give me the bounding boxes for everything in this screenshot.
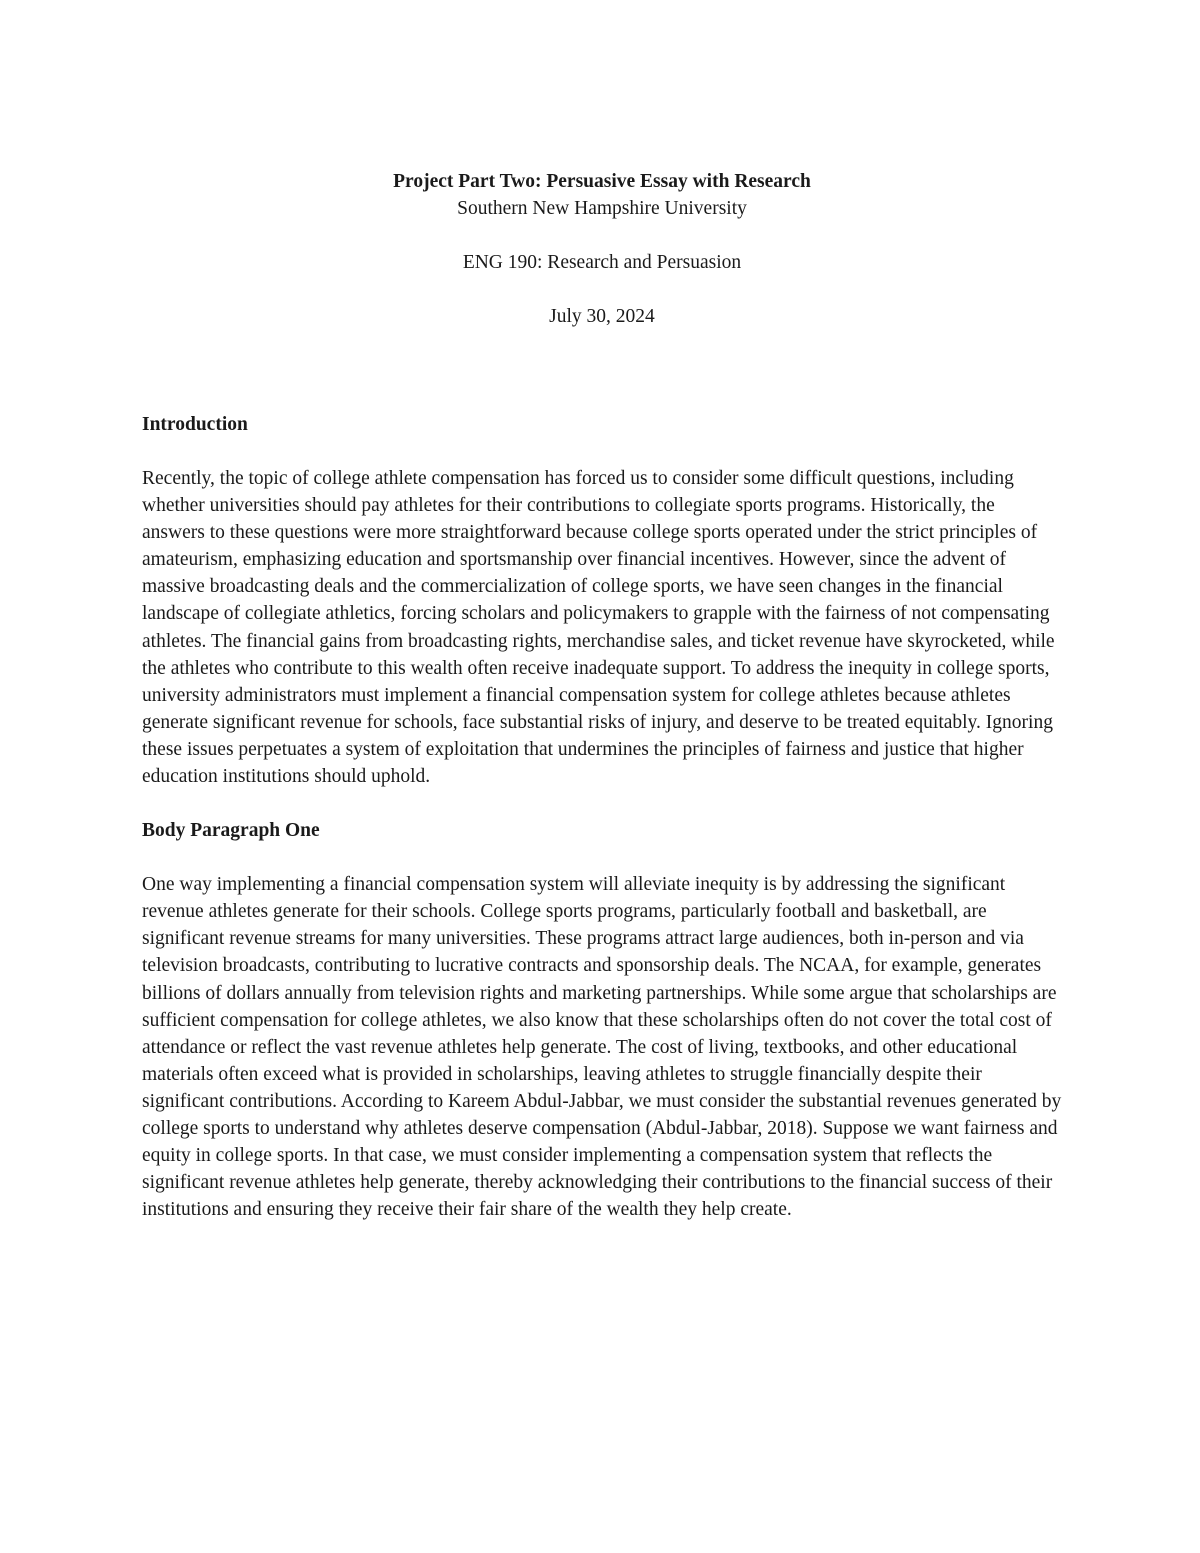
essay-title: Project Part Two: Persuasive Essay with Research — [393, 171, 811, 192]
body-paragraph-one-text: One way implementing a financial compensation system will alleviate inequity is by addressing the significant revenue athletes generate for their schools. College sports programs, particularly football and basketball, are significant revenue streams for many universities. These programs attract large audiences, both in-person and via television broadcasts, contributing to lucrative contracts and sponsorship deals. The NCAA, for example, generates billions of dollars annually from television rights and marketing partnerships. While some argue that scholarships are sufficient compensation for college athletes, we also know that these scholarships often do not cover the total cost of attendance or reflect the vast revenue athletes help generate. The cost of living, textbooks, and other educational materials often exceed what is provided in scholarships, leaving athletes to struggle financially despite their significant contributions. According to Kareem Abdul-Jabbar, we must consider the substantial revenues generated by college sports to understand why athletes deserve compensation (Abdul-Jabbar, 2018). Suppose we want fairness and equity in college sports. In that case, we must consider implementing a compensation system that reflects the significant revenue athletes help generate, thereby acknowledging their contributions to the financial success of their institutions and ensuring they receive their fair share of the wealth they help create. — [142, 874, 1062, 1221]
body-paragraph-one-heading: Body Paragraph One — [142, 820, 320, 842]
document-page — [142, 168, 1062, 1223]
introduction-heading: Introduction — [142, 414, 248, 435]
introduction-section — [142, 411, 1062, 790]
course-name: ENG 190: Research and Persuasion — [462, 252, 742, 273]
institution-name: Southern New Hampshire University — [457, 198, 747, 219]
essay-date: July 30, 2024 — [549, 306, 655, 327]
body-paragraph-one-section — [142, 817, 1062, 1223]
title-block — [142, 168, 1062, 330]
introduction-paragraph: Recently, the topic of college athlete compensation has forced us to consider some difficult questions, including whether universities should pay athletes for their contributions to collegiate sports programs. Historically, the answers to these questions were more straightforward because college sports operated under the strict principles of amateurism, emphasizing education and sportsmanship over financial incentives. However, since the advent of massive broadcasting deals and the commercialization of college sports, we have seen changes in the financial landscape of collegiate athletics, forcing scholars and policymakers to grapple with the fairness of not compensating athletes. The financial gains from broadcasting rights, merchandise sales, and ticket revenue have skyrocketed, while the athletes who contribute to this wealth often receive inadequate support. To address the inequity in college sports, university administrators must implement a financial compensation system for college athletes because athletes generate significant revenue for schools, face substantial risks of injury, and deserve to be treated equitably. Ignoring these issues perpetuates a system of exploitation that undermines the principles of fairness and justice that higher education institutions should uphold. — [142, 468, 1055, 788]
